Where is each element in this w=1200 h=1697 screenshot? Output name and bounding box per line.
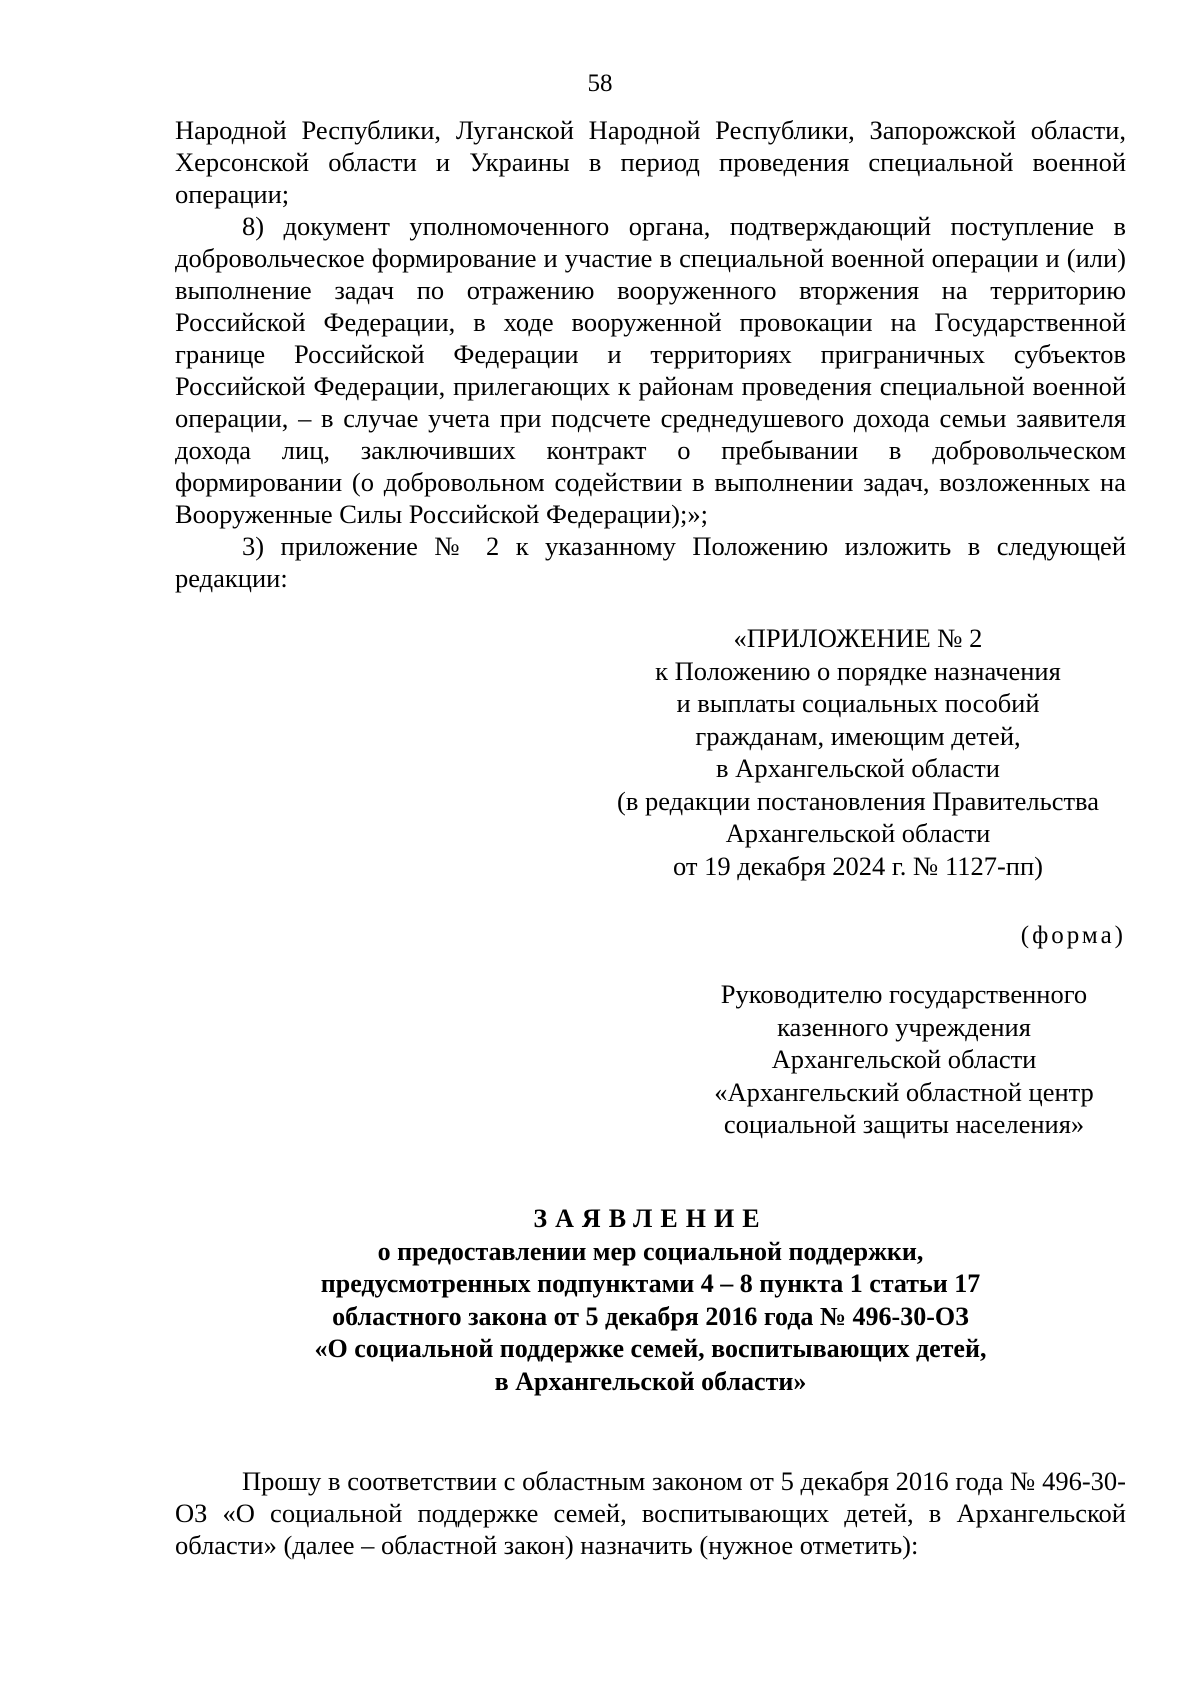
- addressee-line: Архангельской области: [771, 1044, 1037, 1074]
- paragraph-item-8: 8) документ уполномоченного органа, подтверждающий поступление в добровольческое формирование и участие в специальной военной операции и (или) выполнение задач по отражению вооруженного вторжения на территорию Российской Федерации, в ходе вооруженной провокации на Государственной границе Российской Федерации и территориях приграничных субъектов Российской Федерации, прилегающих к районам проведения специальной военной операции, – в случае учета при подсчете среднедушевого дохода семьи заявителя дохода лиц, заключивших контракт о пребывании в добровольческом формировании (о добровольном содействии в выполнении задач, возложенных на Вооруженные Силы Российской Федерации);»;: [175, 211, 1126, 529]
- paragraph-item-3: 3) приложение № 2 к указанному Положению изложить в следующей редакции:: [175, 531, 1126, 593]
- appendix-line: Архангельской области: [725, 818, 991, 848]
- appendix-line: от 19 декабря 2024 г. № 1127-пп): [673, 850, 1043, 881]
- paragraph-continuation: Народной Республики, Луганской Народной Республики, Запорожской области, Херсонской области и Украины в период проведения специальной военной операции;: [175, 115, 1126, 209]
- statement-title-block: [175, 1203, 1126, 1398]
- page-number: 58: [587, 70, 613, 97]
- appendix-line: в Архангельской области: [716, 753, 1000, 783]
- statement-subtitle-line: в Архангельской области»: [494, 1366, 807, 1396]
- statement-subtitle-line: предусмотренных подпунктами 4 – 8 пункта 1 статьи 17: [320, 1269, 981, 1298]
- appendix-line: и выплаты социальных пособий: [676, 688, 1040, 718]
- addressee-line: «Архангельский областной центр: [714, 1076, 1094, 1107]
- appendix-line: гражданам, имеющим детей,: [695, 720, 1021, 751]
- appendix-line: (в редакции постановления Правительства: [617, 785, 1099, 816]
- appendix-line: к Положению о порядке назначения: [655, 655, 1061, 686]
- statement-title: ЗАЯВЛЕНИЕ: [533, 1204, 768, 1233]
- addressee-block: [682, 978, 1126, 1141]
- request-paragraph: Прошу в соответствии с областным законом от 5 декабря 2016 года № 496-30-ОЗ «О социальной поддержке семей, воспитывающих детей, в Архангельской области» (далее – областной закон) назначить (нужное отметить):: [175, 1466, 1126, 1560]
- intro-text-block: [175, 114, 1126, 594]
- statement-subtitle-line: «О социальной поддержке семей, воспитывающих детей,: [314, 1334, 987, 1363]
- addressee-line: Руководителю государственного: [720, 979, 1088, 1009]
- appendix-header: [590, 622, 1126, 882]
- request-text-block: [175, 1465, 1126, 1561]
- statement-subtitle-line: областного закона от 5 декабря 2016 года № 496-30-ОЗ: [332, 1301, 969, 1331]
- statement-subtitle-line: о предоставлении мер социальной поддержки,: [377, 1236, 924, 1266]
- appendix-title: «ПРИЛОЖЕНИЕ № 2: [733, 623, 983, 653]
- form-mark: (форма): [1020, 922, 1126, 949]
- addressee-line: казенного учреждения: [777, 1011, 1031, 1042]
- addressee-line: социальной защиты населения»: [723, 1109, 1085, 1139]
